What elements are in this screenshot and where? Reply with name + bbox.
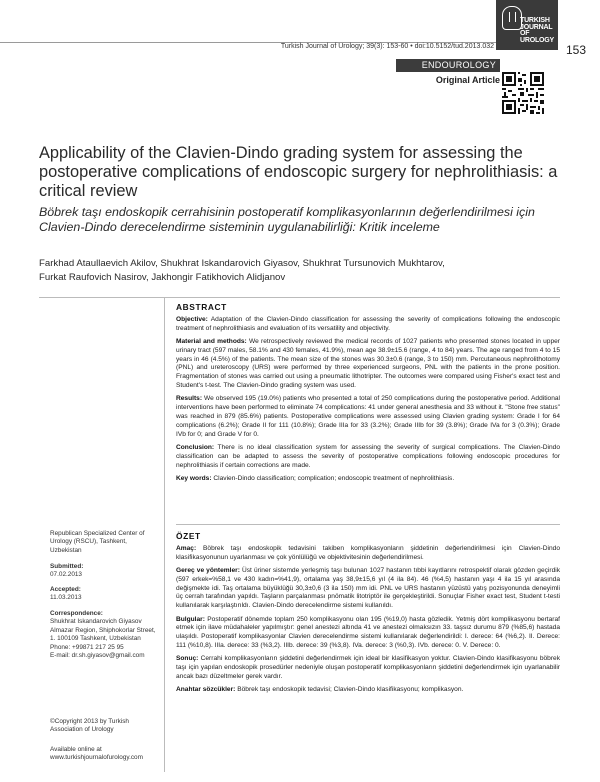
column-divider [164, 298, 165, 772]
availability [50, 746, 160, 763]
submitted-label: Submitted: [50, 563, 84, 570]
article-title: Applicability of the Clavien-Dindo grading system for assessing the postoperative complications of endoscopic surgery for nephrolithiasis: a critical review [39, 144, 558, 200]
copyright: ©Copyright 2013 by Turkish Association of Urology [50, 718, 129, 734]
journal-website-link[interactable]: www.turkishjournalofurology.com [50, 754, 143, 762]
correspondence-label: Correspondence: [50, 610, 103, 617]
ozet-amac: Amaç: Böbrek taşı endoskopik tedavisini takiben komplikasyonların şiddetinin değerlendirilmesi için Clavien-Dindo klasifikasyonunun uyarlanması ve çok yönlülüğü ve objektivitesinin değerlendirilmesi. [176, 544, 560, 561]
abstract-heading: ABSTRACT [176, 302, 227, 312]
abstract-section [176, 303, 560, 488]
ozet-sonuc: Sonuç: Cerrahi komplikasyonların şiddetini değerlendirmek için ideal bir klasifikasyon yoktur. Clavien-Dindo klasifikasyonu böbrek taşı için yapılan endoskopik prosedürler nedeniyle oluşan postoperatif komplikasyonların şiddetini değerlendirmek için uyarlanabilir ancak bazı düzeltmeler gerek vardır. [176, 655, 560, 680]
accepted-info [50, 586, 160, 603]
ozet-bulgular: Bulgular: Postoperatif dönemde toplam 250 komplikasyonu olan 195 (%19,0) hasta gözledik. Yetmiş dört komplikasyonu bertaraf etmek için ilave müdahaleler yapılmıştır: genel anestezi altında 41 ve anestezi olmaksızın 33. taşsız durumu 879 (%85,6) hastada ulaşıldı. Postoperatif komplikasyonlar Clavien derecelendirme sistemi kullanılarak değerlendirildi: I. derece: 64 (%6,2). II. Derece: 111 (%10,8). IIIa. derece: 33 (%3,2). IIIb. derece: 39 (%3,8). IVa. derece: 3 (%0,3). IVb. derece: 0. V. Derece: 0. [176, 615, 560, 649]
abstract-keywords: Key words: Clavien-Dindo classification; complication; endoscopic treatment of nephrolithiasis. [176, 474, 455, 482]
article-title-turkish: Böbrek taşı endoskopik cerrahisinin postoperatif komplikasyonlarının değerlendirilmesi için Clavien-Dindo derecelendirme sisteminin uygulanabilirliği: Kritik inceleme [39, 205, 535, 234]
correspondence-info [50, 610, 160, 660]
journal-citation: Turkish Journal of Urology; 39(3): 153-60 • doi:10.5152/tud.2013.032 [280, 43, 494, 50]
author-line-1: Farkhad Ataullaevich Akilov, Shukhrat Iskandarovich Giyasov, Shukhrat Tursunovich Mukhtarov, [39, 258, 445, 269]
accepted-date: 11.03.2013 [50, 594, 82, 602]
author-line-2: Furkat Raufovich Nasirov, Jakhongir Fatikhovich Alidjanov [39, 271, 286, 283]
accepted-label: Accepted: [50, 586, 81, 593]
correspondence-phone: Phone: +99871 217 25 95 [50, 643, 124, 651]
abstract-divider [176, 524, 560, 525]
author-list [39, 257, 559, 284]
article-type: Original Article [435, 75, 500, 85]
journal-logo [496, 0, 558, 50]
abstract-results: Results: We observed 195 (19.0%) patients who presented a total of 250 complications during the postoperative period. Additional interventions have been performed to eliminate 74 complications: 41 under general anesthesia and 33 without it. "Stone free status" was reached in 879 (85.6%) patients. Postoperative complications were assessed using Clavien grading system: Grade I for 64 complications (6.2%); Grade II for 111 (10.8%); Grade IIIa for 33 (3.2%); Grade IIIb for 39 (3.8%); Grade IVa for 3 (0.3%); Grade IVb for 0; and Grade V for 0. [176, 395, 560, 438]
title-divider [39, 297, 560, 298]
section-label: ENDOUROLOGY [396, 59, 500, 72]
ozet-anahtar: Anahtar sözcükler: Böbrek taşı endoskopik tedavisi; Clavien-Dindo klasifikasyonu; komplikasyon. [176, 686, 464, 694]
qr-code-icon [502, 72, 544, 114]
kidney-emblem-icon [502, 6, 522, 30]
abstract-conclusion: Conclusion: There is no ideal classification system for assessing the severity of surgical complications. The Clavien-Dindo classification can be adapted to assess the severity of postoperative complications following endoscopic procedures for nephrolithiasis if certain corrections are made. [176, 443, 561, 469]
abstract-methods: Material and methods: We retrospectively reviewed the medical records of 1027 patients who presented stones located in upper urinary tract (597 males, 58.1% and 430 females, 41.9%), mean age 38.9±15.6 (range, 4 to 84) years. The age ranged from 4 to 15 years in 46 (4.5%) of the patients. The mean size of the stones was 30.3±0.6 (range, 3 to 150) mm. Percutaneous nephrolithotomy (PNL) and ureteroscopy (URS) were performed by three experienced surgeons, PNL with the patients in the prone position. Fragmentation of stones was carried out using a pneumatic lithotripter. The outcomes were compared using Fisher's exact test and Student's t-test. The Clavien-Dindo grading system was used. [176, 337, 561, 389]
journal-logo-text: TURKISH JOURNAL OF UROLOGY [520, 17, 554, 44]
correspondence-email[interactable]: E-mail: dr.sh.giyasov@gmail.com [50, 652, 145, 660]
ozet-gerec: Gereç ve yöntemler: Üst üriner sistemde yerleşmiş taşı bulunan 1027 hastanın tıbbi kayıtlarını retrospektif olarak gözden geçirdik (597 erkek=%58,1 ve 430 kadın=%41,9), ortalama yaş 38,9±15,6 yıl (4 ila 84). 46 (%4,5) hastanın yaşı 4 ila 15 yıl arasında değişmekte idi. Taş ortalama büyüklüğü 30,3±0,6 (3 ila 150) mm idi. PNL ve URS hastanın yüzüstü yatış pozisyonunda deneyimli üç cerrah tarafından yapıldı. Taşların parçalanması pnömatik litotriptör ile gerçekleştirildi. Sonuçlar Fisher exact test, Student t-testi kullanılarak karşılaştırıldı. Clavien-Dindo derecelendirme sistemi kullanıldı. [176, 566, 560, 610]
ozet-heading: ÖZET [176, 531, 201, 541]
ozet-section [176, 532, 560, 700]
submitted-date: 07.02.2013 [50, 571, 82, 579]
submitted-info [50, 563, 160, 580]
affiliation: Republican Specialized Center of Urology (RSCU), Tashkent, Uzbekistan [50, 530, 145, 554]
abstract-objective: Objective: Adaptation of the Clavien-Dindo classification for assessing the severity of complications following the endoscopic treatment of nephrolithiasis and evaluation of its versatility and objectivity. [176, 315, 560, 332]
correspondence-address: Shukhrat Iskandarovich Giyasov Almazar Region, Shiphokorlar Street, 1. 100109 Tashkent, Uzbekistan [50, 618, 156, 643]
available-label: Available online at [50, 746, 102, 753]
page-number: 153 [566, 43, 587, 57]
